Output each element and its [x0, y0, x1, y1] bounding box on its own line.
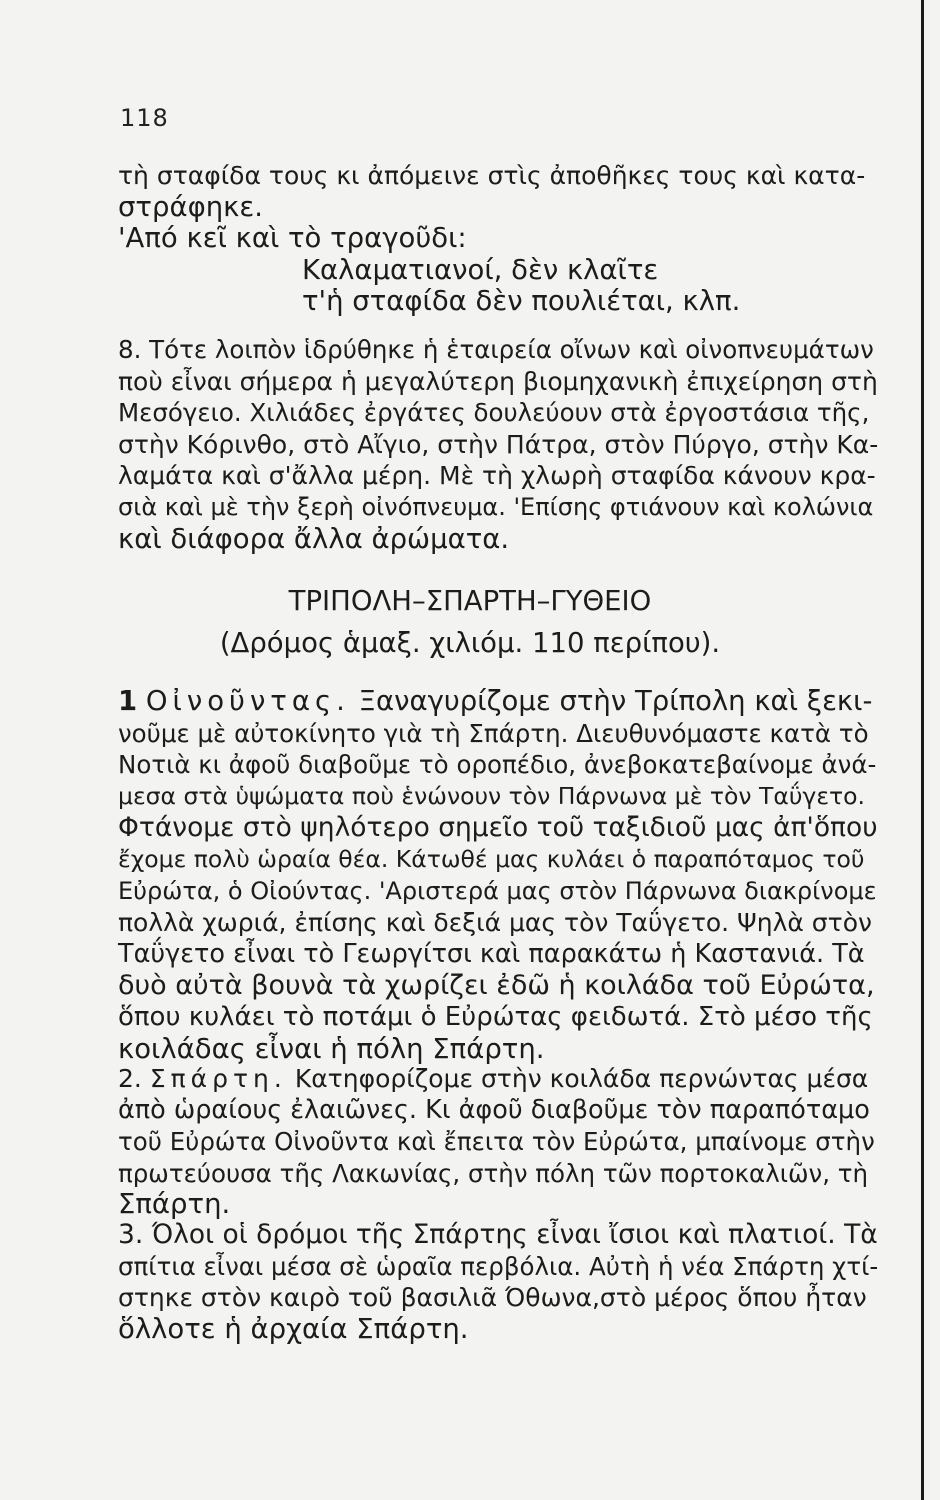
text-line: λαμάτα καὶ σ'ἄλλα μέρη. Μὲ τὴ χλωρὴ σταφίδα κάνουν κρα-: [118, 461, 876, 491]
text-line: κοιλάδας εἶναι ἡ πόλη Σπάρτη.: [118, 1032, 545, 1065]
verse-line: τ'ἡ σταφίδα δὲν πουλιέται, κλπ.: [302, 285, 741, 318]
text-line: μεσα στὰ ὑψώματα ποὺ ἑνώνουν τὸν Πάρνωνα μὲ τὸν Ταΰγετο.: [118, 781, 866, 810]
chapter-heading: ΤΡΙΠΟΛΗ–ΣΠΑΡΤΗ–ΓΥΘΕΙΟ: [288, 585, 652, 617]
text-line: 3. Όλοι οἱ δρόμοι τῆς Σπάρτης εἶναι ἴσιοι καὶ πλατιοί. Τὰ: [118, 1219, 878, 1250]
text-line: Νοτιὰ κι ἀφοῦ διαβοῦμε τὸ οροπέδιο, ἀνεβοκατεβαίνομε ἀνά-: [118, 750, 877, 780]
section-3-paragraph: [118, 1219, 878, 1345]
chapter-subheading: (Δρόμος ἁμαξ. χιλιόμ. 110 περίπου).: [219, 627, 721, 659]
section-8-paragraph: [118, 334, 878, 555]
page-edge-line: [921, 0, 924, 1500]
text-line: Σπάρτη.: [118, 1188, 231, 1221]
text-line: τοῦ Εὐρώτα Οἰνοῦντα καὶ ἔπειτα τὸν Εὐρώτα, μπαίνομε στὴν: [118, 1127, 875, 1157]
text-line: στράφηκε.: [118, 190, 263, 223]
text-line: πρωτεύουσα τῆς Λακωνίας, στὴν πόλη τῶν πορτοκαλιῶν, τὴ: [118, 1158, 869, 1188]
text-line: σπίτια εἶναι μέσα σὲ ὡραῖα περβόλια. Αὐτὴ ἡ νέα Σπάρτη χτί-: [118, 1251, 879, 1281]
section-title: Σπάρτη.: [149, 1064, 287, 1093]
section-1-paragraph: [118, 686, 878, 1065]
verse-line: Καλαματιανοί, δὲν κλαῖτε: [302, 253, 659, 286]
text-line: τὴ σταφίδα τους κι ἀπόμεινε στὶς ἀποθῆκες τους καὶ κατα-: [118, 161, 866, 190]
text-line: σιὰ καὶ μὲ τὴν ξερὴ οἰνόπνευμα. 'Επίσης φτιάνουν καὶ κολώνια: [118, 492, 874, 521]
text-line: 'Από κεῖ καὶ τὸ τραγοῦδι:: [118, 222, 467, 255]
text-line: ἔχομε πολὺ ὡραία θέα. Κάτωθέ μας κυλάει ὁ παραπόταμος τοῦ: [118, 844, 865, 873]
text-line: καὶ διάφορα ἄλλα ἀρώματα.: [118, 522, 510, 555]
text-line: νοῦμε μὲ αὐτοκίνητο γιὰ τὴ Σπάρτη. Διευθυνόμαστε κατὰ τὸ: [118, 718, 869, 748]
section-first-line: Ξαναγυρίζομε στὴν Τρίπολη καὶ ξεκι-: [358, 685, 873, 717]
text-line: Ταΰγετο εἶναι τὸ Γεωργίτσι καὶ παρακάτω ἡ Καστανιά. Τὰ: [118, 938, 865, 969]
text-line: στηκε στὸν καιρὸ τοῦ βασιλιᾶ Όθωνα,στὸ μέρος ὅπου ἦταν: [118, 1283, 867, 1313]
section-number: 1: [118, 685, 138, 717]
text-line: δυὸ αὐτὰ βουνὰ τὰ χωρίζει ἐδῶ ἡ κοιλάδα τοῦ Εὐρώτα,: [118, 970, 875, 1002]
text-line: ἀπὸ ὡραίους ἐλαιῶνες. Κι ἀφοῦ διαβοῦμε τὸν παραπόταμο: [118, 1094, 870, 1125]
text-line: [118, 1063, 878, 1095]
text-line: πολλὰ χωριά, ἐπίσης καὶ δεξιά μας τὸν Ταΰγετο. Ψηλὰ στὸν: [118, 908, 872, 938]
intro-paragraph: [118, 160, 878, 318]
text-line: ποὺ εἶναι σήμερα ἡ μεγαλύτερη βιομηχανικὴ ἐπιχείρηση στὴ: [118, 366, 878, 396]
text-line: ὅλλοτε ἡ ἀρχαία Σπάρτη.: [118, 1312, 469, 1345]
text-line: Φτάνομε στὸ ψηλότερο σημεῖο τοῦ ταξιδιοῦ μας ἀπ'ὅπου: [118, 812, 878, 844]
text-line: Εὐρώτα, ὁ Οἰούντας. 'Αριστερά μας στὸν Πάρνωνα διακρίνομε: [118, 876, 877, 905]
text-line: ὅπου κυλάει τὸ ποτάμι ὁ Εὐρώτας φειδωτά. Στὸ μέσο τῆς: [118, 1001, 873, 1032]
section-first-line: Κατηφορίζομε στὴν κοιλάδα περνώντας μέσα: [294, 1064, 869, 1093]
text-line: Μεσόγειο. Χιλιάδες ἐργάτες δουλεύουν στὰ ἐργοστάσια τῆς,: [118, 398, 870, 428]
section-title: Οἰνοῦντας.: [145, 685, 350, 717]
text-line: 8. Τότε λοιπὸν ἱδρύθηκε ἡ ἑταιρεία οἴνων καὶ οἰνοπνευμάτων: [118, 335, 874, 364]
page-number: 118: [120, 104, 169, 132]
text-line: στὴν Κόρινθο, στὸ Αἴγιο, στὴν Πάτρα, στὸν Πύργο, στὴν Κα-: [118, 429, 879, 459]
section-2-paragraph: [118, 1063, 878, 1221]
section-number: 2.: [118, 1064, 142, 1093]
text-line: [118, 686, 878, 718]
